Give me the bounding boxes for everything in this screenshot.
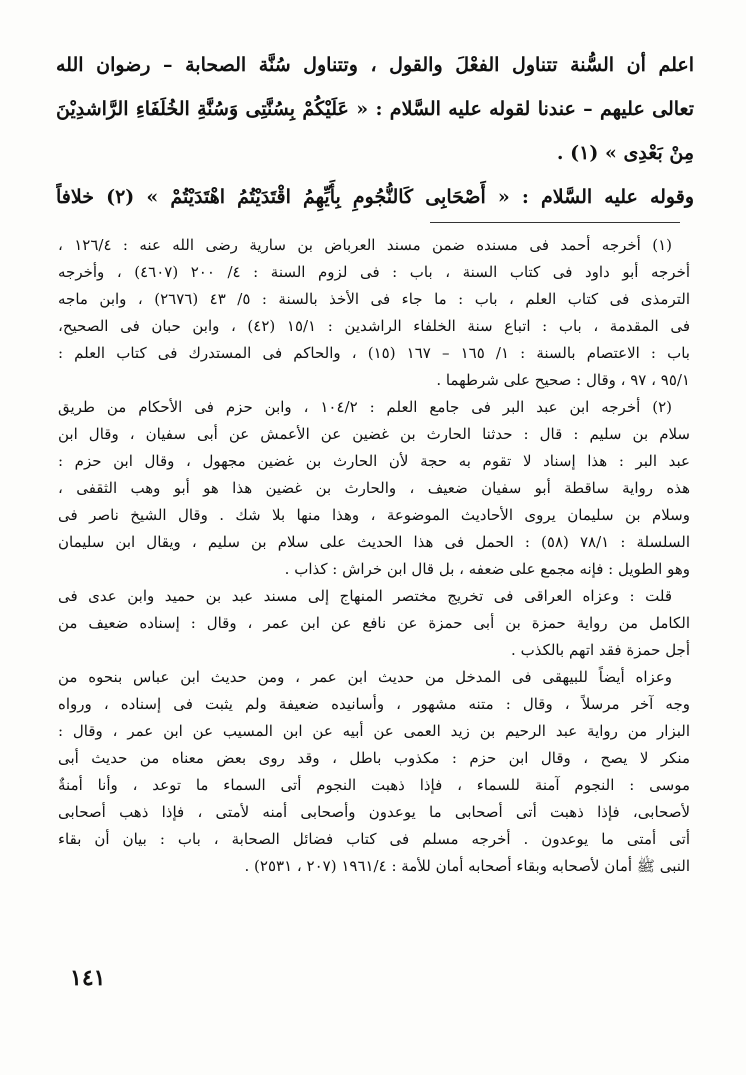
footnote-line: الترمذى فى كتاب العلم ، باب : ما جاء فى الأخذ بالسنة : ٥/ ٤٣ (٢٦٧٦) ، وابن ماجه bbox=[58, 290, 690, 308]
footnote-line: هذه رواية ساقطة أبو سفيان ضعيف ، والحارث بن غضين هذا هو أبو وهب الثقفى ، bbox=[58, 479, 690, 497]
main-line: اعلم أن السُّنة تتناول الفعْلَ والقول ، وتتناول سُنَّة الصحابة – رضوان الله bbox=[56, 54, 694, 77]
footnote-line: وسلام بن سليمان يروى الأحاديث الموضوعة ، وهذا منها بلا شك . وقال الشيخ ناصر فى bbox=[58, 506, 690, 524]
main-line: تعالى عليهم – عندنا لقوله عليه السَّلام : « عَلَيْكُمْ بِسُنَّتِى وَسُنَّةِ الخُلَفَاءِ الرَّاشدِيْنَ bbox=[56, 98, 694, 121]
main-line: وقوله عليه السَّلام : « أَصْحَابِى كَالنُّجُومِ بِأَيِّهِمُ اقْتَدَيْتُمُ اهْتَدَيْتُمْ » (٢) خلافاً bbox=[56, 186, 694, 209]
footnotes-block bbox=[58, 232, 690, 880]
footnote-line: موسى : النجوم آمنة للسماء ، فإذا ذهبت النجوم أتى السماء ما توعد ، وأنا أمنةٌ bbox=[58, 776, 690, 794]
footnote-line: السلسلة : ٧٨/١ (٥٨) : الحمل فى هذا الحديث على سلام بن سليم ، ويقال ابن سليمان bbox=[58, 533, 690, 551]
page-number: ١٤١ bbox=[70, 965, 106, 991]
footnote-line: البزار من رواية عبد الرحيم بن زيد العمى عن أبيه عن ابن المسيب عن ابن عمر ، وقال : bbox=[58, 722, 690, 740]
footnote-line: أخرجه أبو داود فى كتاب السنة ، باب : فى لزوم السنة : ٤/ ٢٠٠ (٤٦٠٧) ، وأخرجه bbox=[58, 263, 690, 281]
main-text-block bbox=[56, 44, 694, 220]
footnote-line: الكامل من رواية حمزة بن أبى حمزة عن نافع عن ابن عمر ، وقال : إسناده ضعيف من bbox=[58, 614, 690, 632]
footnote-line: أجل حمزة فقد اتهم بالكذب . bbox=[511, 641, 690, 659]
main-line: مِنْ بَعْدِى » (١) . bbox=[556, 142, 694, 165]
footnote-line: وعزاه أيضاً للبيهقى فى المدخل من حديث ابن عمر ، ومن حديث ابن عباس بنحوه من bbox=[58, 668, 672, 686]
footnote-line: سلام بن سليم : قال : حدثنا الحارث بن غضين عن الأعمش عن أبى سفيان ، وقال ابن bbox=[58, 425, 690, 443]
footnote-line: منكر لا يصح ، وقال ابن حزم : مكذوب باطل ، وقد روى بعض معناه من حديث أبى bbox=[58, 749, 690, 767]
footnote-line: قلت : وعزاه العراقى فى تخريج مختصر المنهاج إلى مسند عبد بن حميد وابن عدى فى bbox=[58, 587, 672, 605]
footnote-line: عبد البر : هذا إسناد لا تقوم به حجة لأن الحارث بن غضين مجهول ، وقال ابن حزم : bbox=[58, 452, 690, 470]
footnote-line: (١) أخرجه أحمد فى مسنده ضمن مسند العرباض بن سارية رضى الله عنه : ١٢٦/٤ ، bbox=[58, 236, 672, 254]
footnote-line: (٢) أخرجه ابن عبد البر فى جامع العلم : ١٠٤/٢ ، وابن حزم فى الأحكام من طريق bbox=[58, 398, 672, 416]
footnote-line: فى المقدمة ، باب : اتباع سنة الخلفاء الراشدين : ١٥/١ (٤٢) ، وابن حبان فى الصحيح، bbox=[58, 317, 690, 335]
footnote-line: وهو الطويل : فإنه مجمع على ضعفه ، بل قال ابن خراش : كذاب . bbox=[284, 560, 690, 578]
footnote-line: وجه آخر مرسلاً ، وقال : متنه مشهور ، وأسانيده ضعيفة ولم يثبت فى إسناده ، ورواه bbox=[58, 695, 690, 713]
footnote-line: أتى أمتى ما يوعدون . أخرجه مسلم فى كتاب فضائل الصحابة ، باب : بيان أن بقاء bbox=[58, 830, 690, 848]
footnote-line: باب : الاعتصام بالسنة : ١/ ١٦٥ – ١٦٧ (١٥) ، والحاكم فى المستدرك فى كتاب العلم : bbox=[58, 344, 690, 362]
footnote-line: ٩٥/١ ، ٩٧ ، وقال : صحيح على شرطهما . bbox=[436, 371, 690, 389]
footnote-line: لأصحابى، فإذا ذهبت أتى أصحابى ما يوعدون وأصحابى أمنه لأمتى ، فإذا ذهب أصحابى bbox=[58, 803, 690, 821]
footnote-line: النبى ﷺ أمان لأصحابه وبقاء أصحابه أمان للأمة : ١٩٦١/٤ (٢٠٧ ، ٢٥٣١) . bbox=[244, 857, 690, 875]
footnote-separator bbox=[430, 222, 680, 223]
